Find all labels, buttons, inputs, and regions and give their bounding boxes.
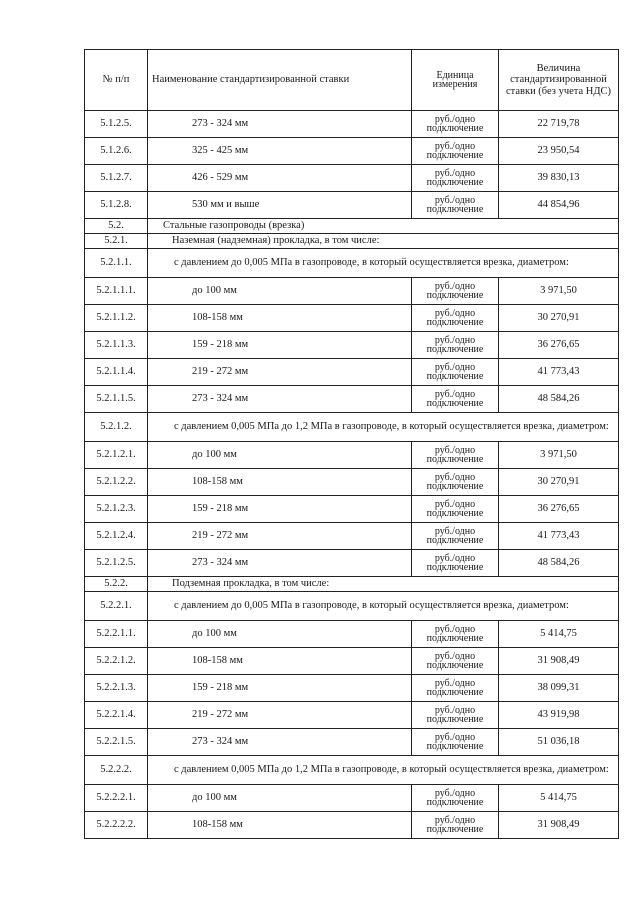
row-unit: руб./одно подключение [412,332,499,359]
row-number: 5.1.2.7. [85,165,148,192]
row-number: 5.2.1.1.3. [85,332,148,359]
row-name: 273 - 324 мм [148,111,412,138]
table-group-row [85,249,619,278]
subsection-title: Наземная (надземная) прокладка, в том числе: [148,234,619,249]
row-name: 325 - 425 мм [148,138,412,165]
row-number: 5.2.1.2.4. [85,523,148,550]
table-row [85,111,619,138]
row-value: 31 908,49 [499,812,619,839]
table-row [85,332,619,359]
row-name: 273 - 324 мм [148,386,412,413]
condition-text: с давлением до 0,005 МПа в газопроводе, в который осуществляется врезка, диаметром: [148,249,619,278]
row-value: 3 971,50 [499,278,619,305]
condition-text: с давлением 0,005 МПа до 1,2 МПа в газопроводе, в который осуществляется врезка, диаметром: [148,413,619,442]
row-value: 48 584,26 [499,386,619,413]
row-value: 41 773,43 [499,359,619,386]
row-number: 5.2.1.1.5. [85,386,148,413]
row-name: 159 - 218 мм [148,675,412,702]
row-number: 5.2.1.2. [85,413,148,442]
row-unit: руб./одно подключение [412,386,499,413]
row-unit: руб./одно подключение [412,305,499,332]
row-name: 159 - 218 мм [148,332,412,359]
row-unit: руб./одно подключение [412,812,499,839]
row-name: 159 - 218 мм [148,496,412,523]
table-row [85,469,619,496]
row-number: 5.2.2.1. [85,592,148,621]
row-value: 51 036,18 [499,729,619,756]
table-row [85,192,619,219]
row-number: 5.2.1.2.5. [85,550,148,577]
row-number: 5.1.2.6. [85,138,148,165]
row-unit: руб./одно подключение [412,192,499,219]
row-number: 5.2.1.2.2. [85,469,148,496]
row-number: 5.2.2.1.2. [85,648,148,675]
row-unit: руб./одно подключение [412,785,499,812]
row-number: 5.2.2.1.1. [85,621,148,648]
row-name: 108-158 мм [148,648,412,675]
row-name: 108-158 мм [148,305,412,332]
table-row [85,550,619,577]
row-name: 273 - 324 мм [148,550,412,577]
row-value: 30 270,91 [499,305,619,332]
table-row [85,812,619,839]
header-value: Величина стандартизированной ставки (без учета НДС) [499,50,619,111]
row-name: 219 - 272 мм [148,702,412,729]
rates-table [84,49,619,839]
row-unit: руб./одно подключение [412,675,499,702]
row-number: 5.2.1.1.4. [85,359,148,386]
table-row [85,729,619,756]
row-number: 5.2.2.1.4. [85,702,148,729]
row-unit: руб./одно подключение [412,469,499,496]
row-unit: руб./одно подключение [412,165,499,192]
row-value: 39 830,13 [499,165,619,192]
row-value: 5 414,75 [499,785,619,812]
table-group-row [85,219,619,234]
table-row [85,648,619,675]
row-number: 5.2.1.1.1. [85,278,148,305]
header-name: Наименование стандартизированной ставки [148,50,412,111]
row-value: 5 414,75 [499,621,619,648]
row-value: 36 276,65 [499,496,619,523]
row-number: 5.2.1.1. [85,249,148,278]
row-name: до 100 мм [148,785,412,812]
header-num: № п/п [85,50,148,111]
row-unit: руб./одно подключение [412,111,499,138]
row-value: 30 270,91 [499,469,619,496]
table-group-row [85,577,619,592]
condition-text: с давлением 0,005 МПа до 1,2 МПа в газопроводе, в который осуществляется врезка, диаметром: [148,756,619,785]
row-number: 5.2.2.2.2. [85,812,148,839]
row-unit: руб./одно подключение [412,648,499,675]
row-number: 5.2.2.2.1. [85,785,148,812]
row-unit: руб./одно подключение [412,702,499,729]
row-name: 273 - 324 мм [148,729,412,756]
row-value: 36 276,65 [499,332,619,359]
row-name: до 100 мм [148,442,412,469]
row-name: до 100 мм [148,621,412,648]
header-unit: Единица измерения [412,50,499,111]
row-number: 5.2.2.1.5. [85,729,148,756]
row-unit: руб./одно подключение [412,550,499,577]
table-body [85,111,619,839]
row-value: 23 950,54 [499,138,619,165]
row-value: 48 584,26 [499,550,619,577]
row-value: 31 908,49 [499,648,619,675]
table-row [85,278,619,305]
table-row [85,675,619,702]
table-row [85,305,619,332]
row-name: 219 - 272 мм [148,359,412,386]
table-group-row [85,756,619,785]
table-row [85,442,619,469]
row-value: 44 854,96 [499,192,619,219]
row-unit: руб./одно подключение [412,442,499,469]
row-name: 108-158 мм [148,812,412,839]
table-row [85,702,619,729]
row-number: 5.1.2.5. [85,111,148,138]
table-group-row [85,234,619,249]
table-row [85,523,619,550]
row-number: 5.2.2. [85,577,148,592]
row-value: 22 719,78 [499,111,619,138]
row-number: 5.2.1.2.3. [85,496,148,523]
row-value: 41 773,43 [499,523,619,550]
row-number: 5.2.2.2. [85,756,148,785]
row-unit: руб./одно подключение [412,729,499,756]
table-row [85,386,619,413]
row-number: 5.2. [85,219,148,234]
row-name: 530 мм и выше [148,192,412,219]
subsection-title: Подземная прокладка, в том числе: [148,577,619,592]
row-unit: руб./одно подключение [412,496,499,523]
table-row [85,165,619,192]
row-value: 43 919,98 [499,702,619,729]
row-value: 38 099,31 [499,675,619,702]
row-name: до 100 мм [148,278,412,305]
table-group-row [85,413,619,442]
table-row [85,359,619,386]
table-header-row [85,50,619,111]
row-unit: руб./одно подключение [412,138,499,165]
row-name: 219 - 272 мм [148,523,412,550]
row-number: 5.1.2.8. [85,192,148,219]
section-title: Стальные газопроводы (врезка) [148,219,619,234]
table-row [85,138,619,165]
row-number: 5.2.1. [85,234,148,249]
row-unit: руб./одно подключение [412,621,499,648]
row-name: 108-158 мм [148,469,412,496]
row-name: 426 - 529 мм [148,165,412,192]
table-group-row [85,592,619,621]
table-row [85,496,619,523]
row-number: 5.2.1.1.2. [85,305,148,332]
row-value: 3 971,50 [499,442,619,469]
row-unit: руб./одно подключение [412,523,499,550]
row-number: 5.2.1.2.1. [85,442,148,469]
table-row [85,621,619,648]
row-number: 5.2.2.1.3. [85,675,148,702]
condition-text: с давлением до 0,005 МПа в газопроводе, в который осуществляется врезка, диаметром: [148,592,619,621]
table-row [85,785,619,812]
row-unit: руб./одно подключение [412,278,499,305]
row-unit: руб./одно подключение [412,359,499,386]
